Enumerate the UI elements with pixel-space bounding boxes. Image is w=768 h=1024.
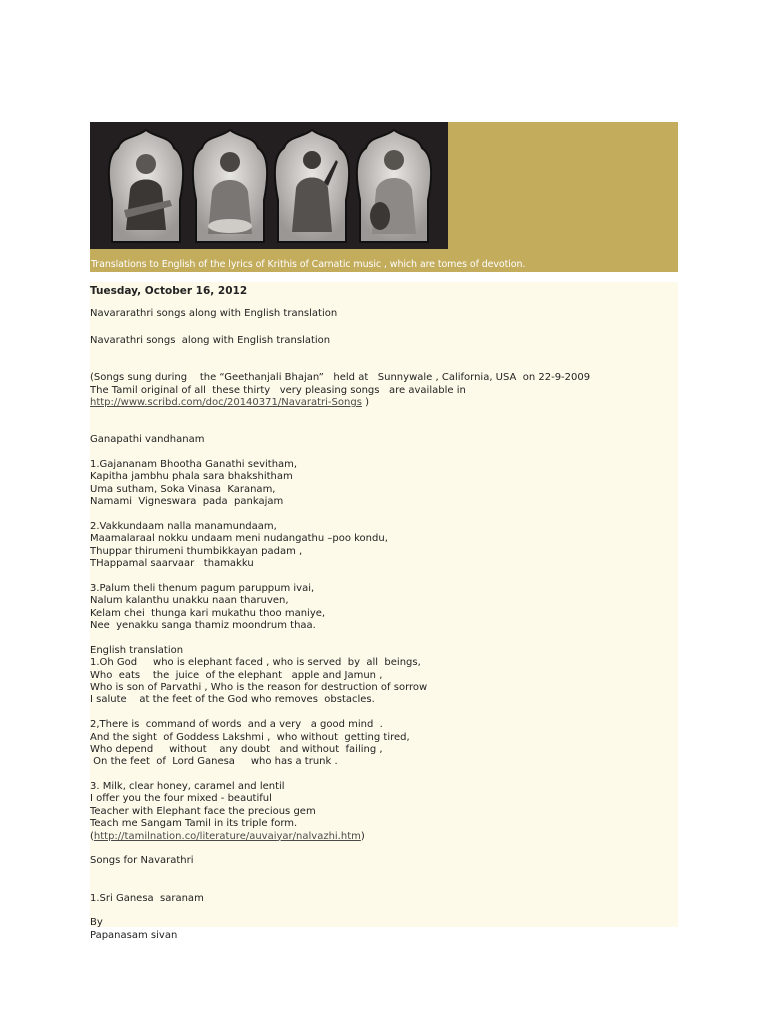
- post-line: Who is son of Parvathi , Who is the reason for destruction of sorrow: [90, 681, 428, 693]
- post-line: 3.Palum theli thenum pagum paruppum ivai,: [90, 582, 315, 594]
- saint-portrait-icon: [275, 130, 349, 242]
- post-line: Nee yenakku sanga thamiz moondrum thaa.: [90, 619, 316, 631]
- post-line: Kapitha jambhu phala sara bhakshitham: [90, 471, 293, 483]
- post-line: [90, 843, 670, 855]
- post-line: Thuppar thirumeni thumbikkayan padam ,: [90, 545, 303, 557]
- post-line: On the feet of Lord Ganesa who has a trunk .: [90, 756, 338, 768]
- post-line: Teach me Sangam Tamil in its triple form.: [90, 818, 298, 830]
- post-line: I salute at the feet of the God who removes obstacles.: [90, 694, 375, 706]
- post-line: By: [90, 917, 103, 929]
- post-link-line: [90, 397, 670, 409]
- post-line: [90, 347, 670, 359]
- blog-tagline: Translations to English of the lyrics of Krithis of Carnatic music , which are tomes of devotion.: [91, 259, 526, 270]
- post-line: Uma sutham, Soka Vinasa Karanam,: [90, 483, 276, 495]
- scribd-link[interactable]: http://www.scribd.com/doc/20140371/Navaratri-Songs: [90, 396, 362, 408]
- post-line: Namami Vigneswara pada pankajam: [90, 496, 284, 508]
- post-line: Kelam chei thunga kari mukathu thoo maniye,: [90, 607, 326, 619]
- saint-portrait-icon: [109, 130, 183, 242]
- post-line: The Tamil original of all these thirty very pleasing songs are available in: [90, 384, 466, 396]
- post-link-line: [90, 831, 670, 843]
- post-line: Navarathri songs along with English translation: [90, 335, 331, 346]
- saint-portrait-icon: [193, 130, 267, 242]
- post-line: I offer you the four mixed - beautiful: [90, 793, 272, 805]
- post-line: Who depend without any doubt and without failing ,: [90, 743, 383, 755]
- post-line: [90, 570, 670, 582]
- post-line: [90, 632, 670, 644]
- saints-illustration: [90, 122, 448, 249]
- post-line: [90, 422, 670, 434]
- post-line: 1.Sri Ganesa saranam: [90, 892, 204, 904]
- post-line: [90, 409, 670, 421]
- post-line: THappamal saarvaar thamakku: [90, 558, 254, 570]
- post-line: 3. Milk, clear honey, caramel and lentil: [90, 781, 285, 793]
- blog-banner-image[interactable]: [90, 122, 448, 249]
- post-line: 1.Oh God who is elephant faced , who is served by all beings,: [90, 657, 421, 669]
- post-line: Ganapathi vandhanam: [90, 434, 205, 446]
- post-line: English translation: [90, 644, 184, 656]
- post-line: [90, 447, 670, 459]
- post-line: Who eats the juice of the elephant apple and Jamun ,: [90, 669, 383, 681]
- post-line: Maamalaraal nokku undaam meni nudangathu –poo kondu,: [90, 533, 388, 545]
- link-suffix: ): [360, 830, 365, 842]
- post-line: [90, 880, 670, 892]
- post-line: 2,There is command of words and a very a good mind .: [90, 719, 383, 731]
- post-line: 1.Gajananam Bhootha Ganathi sevitham,: [90, 458, 298, 470]
- post-line: [90, 360, 670, 372]
- tamilnation-link[interactable]: http://tamilnation.co/literature/auvaiyar/nalvazhi.htm: [93, 830, 361, 842]
- post-line: 2.Vakkundaam nalla manamundaam,: [90, 520, 277, 532]
- post-line: Songs for Navarathri: [90, 855, 194, 867]
- post-line: Teacher with Elephant face the precious gem: [90, 805, 316, 817]
- post-line: (Songs sung during the “Geethanjali Bhajan” held at Sunnywale , California, USA on 22-9-2009: [90, 372, 591, 384]
- link-prefix: (: [90, 830, 94, 842]
- saint-portrait-icon: [357, 130, 431, 242]
- blog-header: [90, 122, 678, 272]
- link-suffix: ): [361, 396, 369, 408]
- post-content: [90, 282, 678, 941]
- post-line: [90, 508, 670, 520]
- post-line: [90, 769, 670, 781]
- post-line: And the sight of Goddess Lakshmi , who without getting tired,: [90, 731, 410, 743]
- post-line: Papanasam sivan: [90, 929, 178, 941]
- post-body: [90, 335, 670, 942]
- post-date: Tuesday, October 16, 2012: [90, 285, 248, 297]
- post-title: Navararathri songs along with English translation: [90, 308, 338, 319]
- post-line: [90, 707, 670, 719]
- post-line: [90, 868, 670, 880]
- post-line: [90, 905, 670, 917]
- post-line: Nalum kalanthu unakku naan tharuven,: [90, 595, 289, 607]
